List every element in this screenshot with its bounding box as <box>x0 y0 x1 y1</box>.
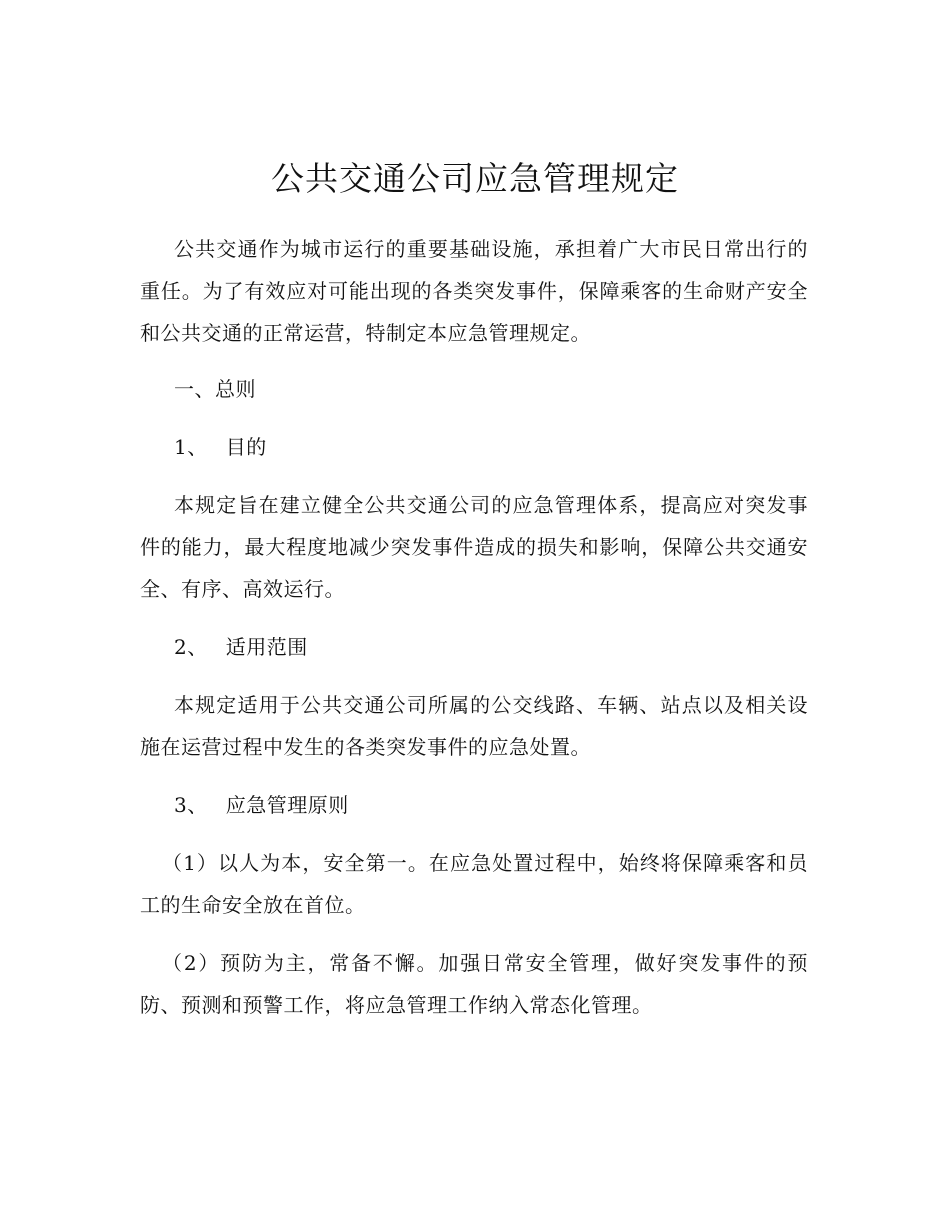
item-number: 3、 <box>174 793 208 817</box>
item-heading-text: 应急管理原则 <box>225 793 349 817</box>
item-heading-principles <box>174 784 814 826</box>
intro-paragraph: 公共交通作为城市运行的重要基础设施，承担着广大市民日常出行的重任。为了有效应对可能出现的各类突发事件，保障乘客的生命财产安全和公共交通的正常运营，特制定本应急管理规定。 <box>140 237 808 345</box>
principle-paragraph-2: （2）预防为主，常备不懈。加强日常安全管理，做好突发事件的预防、预测和预警工作，将应急管理工作纳入常态化管理。 <box>140 951 808 1017</box>
item-heading-purpose <box>174 426 814 468</box>
purpose-paragraph: 本规定旨在建立健全公共交通公司的应急管理体系，提高应对突发事件的能力，最大程度地减少突发事件造成的损失和影响，保障公共交通安全、有序、高效运行。 <box>140 493 808 601</box>
item-number: 2、 <box>174 635 208 659</box>
principle-paragraph-1: （1）以人为本，安全第一。在应急处置过程中，始终将保障乘客和员工的生命安全放在首位。 <box>140 851 808 917</box>
item-heading-scope <box>174 626 814 668</box>
document-title: 公共交通公司应急管理规定 <box>271 159 679 198</box>
item-number: 1、 <box>174 435 208 459</box>
section-heading-general: 一、总则 <box>174 377 256 401</box>
item-heading-text: 目的 <box>225 435 267 459</box>
scope-paragraph: 本规定适用于公共交通公司所属的公交线路、车辆、站点以及相关设施在运营过程中发生的各类突发事件的应急处置。 <box>140 693 808 759</box>
item-heading-text: 适用范围 <box>225 635 308 659</box>
